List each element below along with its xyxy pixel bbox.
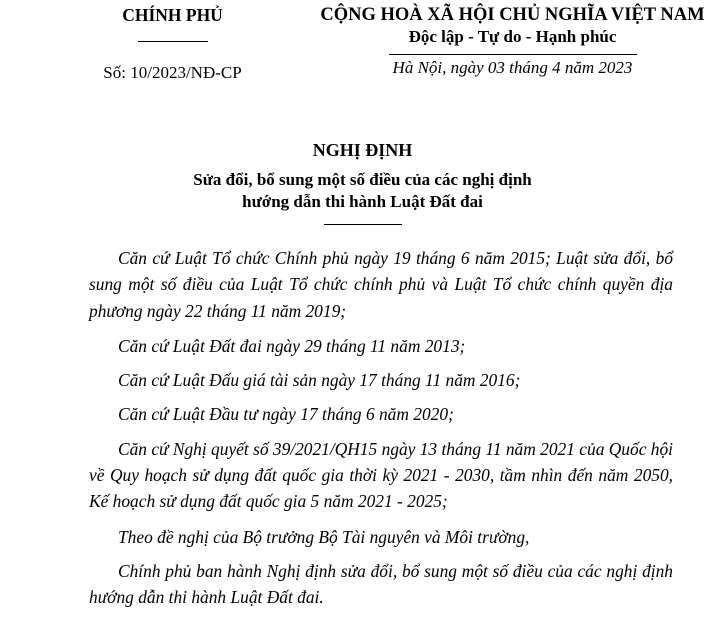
document-number: Số: 10/2023/NĐ-CP — [103, 63, 242, 82]
enacting-clause: Chính phủ ban hành Nghị định sửa đổi, bổ sung một số điều của các nghị định hướng dẫn thi hành Luật Đất đai. — [89, 560, 673, 608]
issuing-agency-block — [60, 4, 285, 84]
preamble-paragraph: Theo đề nghị của Bộ trưởng Bộ Tài nguyên và Môi trường, — [118, 526, 530, 547]
preamble-paragraph: Căn cứ Luật Đầu tư ngày 17 tháng 6 năm 2020; — [118, 404, 454, 425]
motto-underline — [389, 54, 637, 55]
document-type: NGHỊ ĐỊNH — [312, 140, 413, 160]
preamble-paragraph: Căn cứ Luật Tổ chức Chính phủ ngày 19 tháng 6 năm 2015; Luật sửa đổi, bổ sung một số điều của Luật Tổ chức chính phủ và Luật Tổ chức chính quyền địa phương ngày 22 tháng 11 năm 2019; — [89, 248, 673, 321]
preamble-paragraph: Căn cứ Luật Đất đai ngày 29 tháng 11 năm 2013; — [118, 335, 466, 356]
issuing-agency: CHÍNH PHỦ — [122, 5, 223, 25]
preamble-paragraph: Căn cứ Nghị quyết số 39/2021/QH15 ngày 13 tháng 11 năm 2021 của Quốc hội về Quy hoạch sử dụng đất quốc gia thời kỳ 2021 - 2030, tầm nhìn đến năm 2050, Kế hoạch sử dụng đất quốc gia 5 năm 2021 - 2025; — [89, 438, 673, 512]
document-subject: Sửa đổi, bổ sung một số điều của các nghị định hướng dẫn thi hành Luật Đất đai — [193, 170, 532, 211]
preamble-paragraph: Căn cứ Luật Đấu giá tài sản ngày 17 tháng 11 năm 2016; — [118, 370, 521, 391]
national-header-block — [300, 4, 725, 79]
document-body — [89, 245, 673, 620]
document-title-block — [0, 139, 725, 225]
national-motto: Độc lập - Tự do - Hạnh phúc — [408, 27, 617, 46]
agency-underline — [138, 41, 208, 42]
title-divider — [324, 224, 402, 225]
place-and-date: Hà Nội, ngày 03 tháng 4 năm 2023 — [392, 58, 633, 77]
national-title: CỘNG HOÀ XÃ HỘI CHỦ NGHĨA VIỆT NAM — [320, 5, 705, 25]
